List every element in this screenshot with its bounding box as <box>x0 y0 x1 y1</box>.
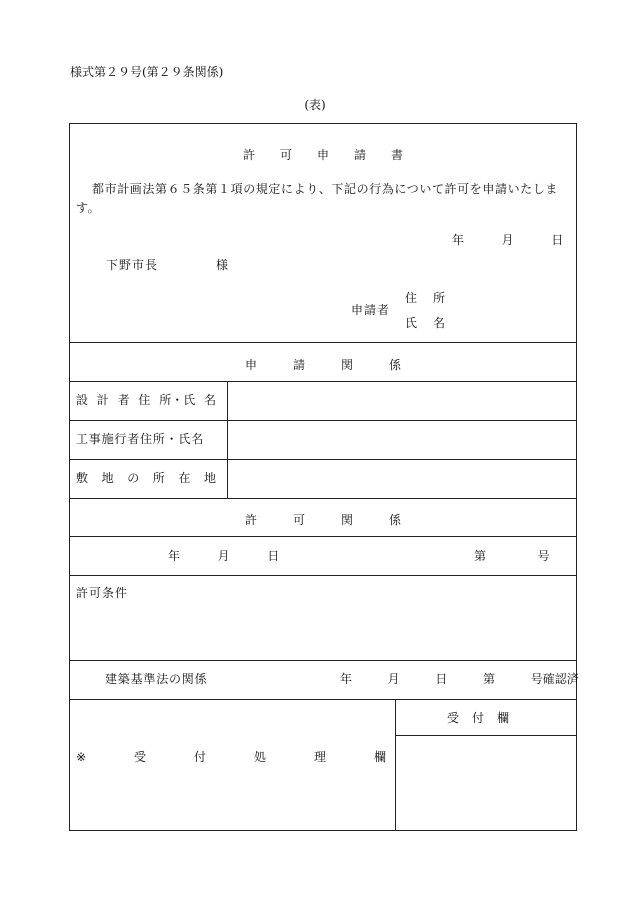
label-char: 計 <box>96 393 109 407</box>
heading-char: 係 <box>388 513 401 527</box>
number-prefix: 第 <box>474 549 487 563</box>
year-label: 年 <box>168 549 181 563</box>
building-confirmation <box>340 673 579 685</box>
name-label-char: 氏 <box>405 316 418 330</box>
side-label: (表) <box>304 98 326 112</box>
column-divider <box>227 381 228 498</box>
label-char: 住 <box>138 393 151 407</box>
application-form <box>69 123 577 831</box>
site-location-label <box>76 472 216 484</box>
label-char: 所・氏 <box>159 393 196 407</box>
heading-char: 許 <box>245 513 258 527</box>
label-char: の <box>127 471 140 485</box>
label-char: 在 <box>178 471 191 485</box>
label-char: 地 <box>101 471 114 485</box>
label-char: 受 <box>134 750 147 764</box>
divider <box>70 660 576 661</box>
applicant-label: 申請者 <box>351 303 391 317</box>
divider <box>70 381 576 382</box>
divider <box>70 342 576 343</box>
label-char: ※ <box>76 750 87 764</box>
label-char: 名 <box>203 393 216 407</box>
form-number: 様式第２９号(第２９条関係) <box>70 65 224 79</box>
divider <box>70 498 576 499</box>
label-char: 理 <box>313 750 326 764</box>
title-char: 請 <box>353 148 366 162</box>
month-label: 月 <box>387 672 400 686</box>
day-label: 日 <box>435 672 448 686</box>
address-label <box>405 292 445 304</box>
title-char: 申 <box>316 148 329 162</box>
heading-char: 関 <box>340 358 353 372</box>
permit-conditions-label: 許可条件 <box>76 586 129 600</box>
name-label-char: 名 <box>432 316 445 330</box>
honorific: 様 <box>216 258 229 272</box>
label-char: 敷 <box>76 471 89 485</box>
building-standards-label: 建築基準法の関係 <box>105 672 208 686</box>
name-label <box>405 317 445 329</box>
day-label: 日 <box>267 549 280 563</box>
column-divider <box>395 699 396 830</box>
number-suffix: 号 <box>537 549 550 563</box>
label-char: 付 <box>194 750 207 764</box>
heading-char: 請 <box>292 358 305 372</box>
year-label: 年 <box>340 672 353 686</box>
divider <box>70 575 576 576</box>
label-char: 付 <box>471 711 484 725</box>
divider <box>70 420 576 421</box>
contractor-label: 工事施行者住所・氏名 <box>76 432 205 446</box>
day-label: 日 <box>551 233 564 247</box>
receipt-processing-label <box>76 751 386 763</box>
addressee: 下野市長 <box>106 258 159 272</box>
divider <box>70 699 576 700</box>
label-char: 設 <box>76 393 89 407</box>
divider <box>395 735 576 736</box>
address-label-char: 住 <box>405 291 418 305</box>
title-char: 書 <box>390 148 403 162</box>
permit-relation-heading <box>70 511 576 528</box>
heading-char: 申 <box>245 358 258 372</box>
application-statement: 都市計画法第６５条第１項の規定により、下記の行為について許可を申請いたします。 <box>76 182 558 215</box>
heading-char: 関 <box>340 513 353 527</box>
year-label: 年 <box>452 233 465 247</box>
address-label-char: 所 <box>432 291 445 305</box>
title-char: 可 <box>279 148 292 162</box>
label-char: 受 <box>447 711 460 725</box>
label-char: 欄 <box>496 711 509 725</box>
confirmation-suffix: 号確認済 <box>530 672 579 686</box>
divider <box>70 459 576 460</box>
label-char: 欄 <box>373 750 386 764</box>
permit-date <box>168 550 279 562</box>
heading-char: 可 <box>292 513 305 527</box>
label-char: 所 <box>152 471 165 485</box>
title-char: 許 <box>243 148 256 162</box>
month-label: 月 <box>217 549 230 563</box>
label-char: 地 <box>203 471 216 485</box>
form-title <box>70 146 576 163</box>
number-prefix: 第 <box>483 672 496 686</box>
month-label: 月 <box>501 233 514 247</box>
label-char: 者 <box>117 393 130 407</box>
heading-char: 係 <box>388 358 401 372</box>
application-date <box>452 234 563 246</box>
divider <box>70 536 576 537</box>
label-char: 処 <box>254 750 267 764</box>
receipt-label <box>447 712 509 724</box>
application-relation-heading <box>70 356 576 373</box>
designer-label <box>76 394 216 406</box>
permit-number <box>474 550 550 562</box>
